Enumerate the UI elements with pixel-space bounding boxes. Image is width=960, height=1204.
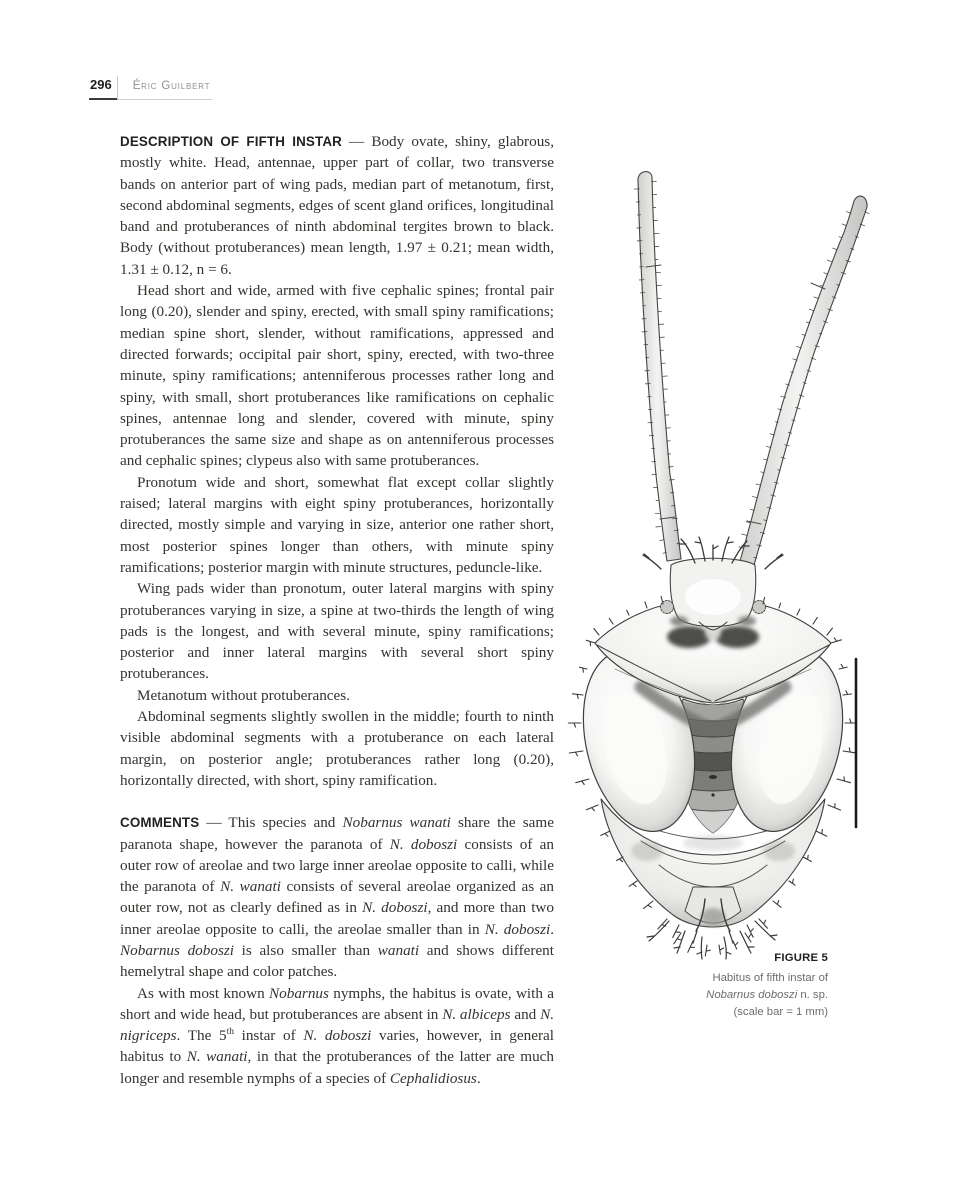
paragraph: Abdominal segments slightly swollen in the middle; fourth to ninth visible abdominal segments with a protuberance on each lateral margin, on posterior angle; protuberances rather long (0.20), horizontally directed, with short, spiny ramification. [120,708,554,789]
figure-label: FIGURE 5 [774,952,828,964]
section-paragraph: COMMENTS — This species and Nobarnus wanati share the same paranota shape, however the paranota of N. doboszi consists of an outer row of areolae and two large inner areolae opposite to calli, while the paranota of N. wanati consists of several areolae organized as an outer row, not as clearly defined as in N. doboszi, and more than two inner areolae opposite to calli, the areolae smaller than in N. doboszi. Nobarnus doboszi is also smaller than wanati and shows different hemelytral shape and color patches. [120,814,555,981]
paragraph: Wing pads wider than pronotum, outer lateral margins with spiny protuberances varying in size, a spine at two-thirds the length of wing pads is the longest, and with several minute, spiny ramifications; posterior and inner lateral margins with several short spiny protuberances. [120,580,554,683]
page-number: 296 [89,76,117,100]
paragraph: As with most known Nobarnus nymphs, the habitus is ovate, with a short and wide head, but protuberances are absent in N. albiceps and N. nigriceps. The 5th instar of N. doboszi varies, however, in general habitus to N. wanati, in that the protuberances of the latter are much longer and resemble nymphs of a species of Cephalidiosus. [120,984,555,1087]
section-heading: COMMENTS [120,815,200,831]
paragraph: Metanotum without protuberances. [137,686,350,704]
article-text [120,131,554,1089]
insect-illustration [555,135,955,965]
figure-5 [555,135,955,965]
caption-line: (scale bar = 1 mm) [733,1005,828,1018]
paragraph: Pronotum wide and short, somewhat flat except collar slightly raised; lateral margins with eight spiny protuberances, horizontally directed, mostly simple and varying in size, anterior one rather short, most posterior spines longer than others, with minute spiny ramifications; posterior margin with minute structures, peduncle-like. [120,473,554,576]
running-head [89,76,212,100]
caption-line: Habitus of fifth instar of [712,972,828,984]
antenna-right [740,196,867,565]
antenna-left [638,172,681,561]
section-paragraph: DESCRIPTION OF FIFTH INSTAR — Body ovate, shiny, glabrous, mostly white. Head, antennae, upper part of collar, two transverse bands on anterior part of wing pads, median part of metanotum, first, second abdominal segments, edges of scent gland orifices, longitudinal band and protuberances of ninth abdominal tergites brown to black. Body (without protuberances) mean length, 1.97 ± 0.21; mean width, 1.31 ± 0.12, n = 6. [120,133,554,278]
scent-gland-orifice [709,775,717,779]
section-heading: DESCRIPTION OF FIFTH INSTAR [120,134,342,149]
paragraph: Head short and wide, armed with five cephalic spines; frontal pair long (0.20), slender and spiny, erected, with small spiny ramifications; median spine short, slender, without ramifications, appressed and directed forwards; occipital pair short, spiny, erected, with two-three minute, spiny ramifications; antenniferous processes rather long and spiny, with small, short protuberances like ramifications on cephalic spines, antennae long and slender, covered with minute, spiny protuberances the same size and shape as on antenniferous processes and cephalic spines; clypeus also with same protuberances. [120,282,554,470]
running-head-author: Éric Guilbert [118,76,213,100]
caption-line: Nobarnus doboszi n. sp. [706,988,828,1001]
figure-caption [555,952,828,1020]
